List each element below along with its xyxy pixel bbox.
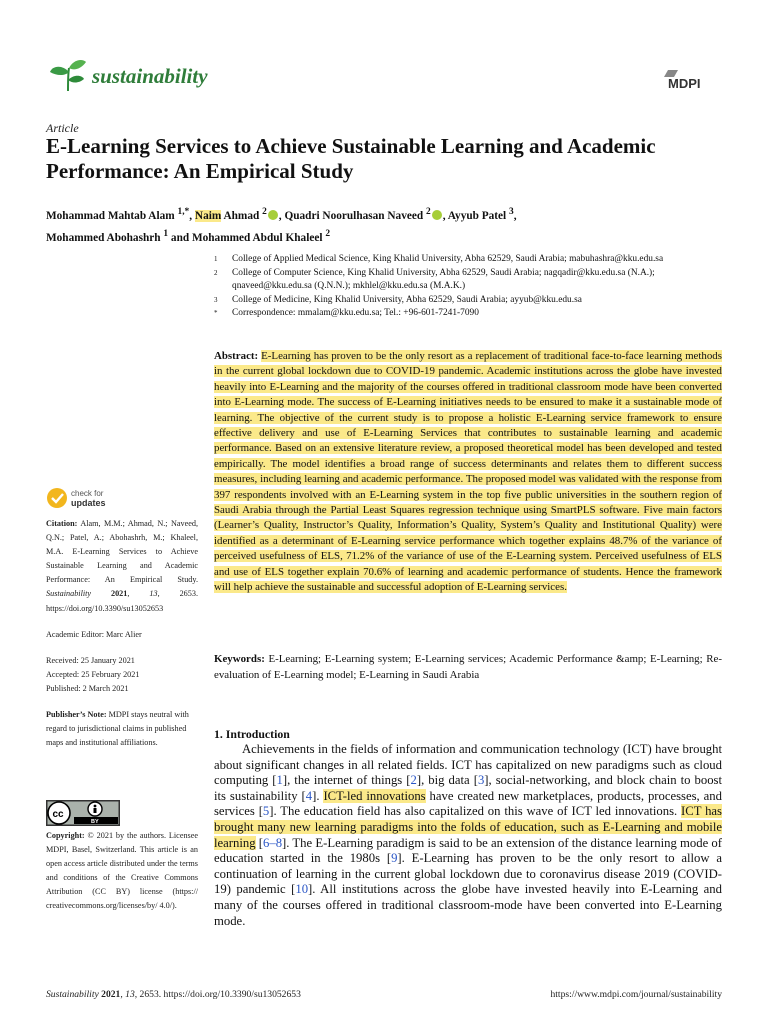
publisher-note (46, 708, 198, 750)
intro-text: ], social-networking, and block chain to boost its sustainability [ (214, 773, 723, 803)
citation-year: 2021 (91, 589, 128, 599)
affiliation-mark: 2 (214, 268, 218, 277)
copyright-text: © 2021 by the authors. Licensee MDPI, Basel, Switzerland. This article is an open access article distributed under the terms and conditions of the Creative Commons Attribution (CC BY) license (https:// creativecommons.org/licenses/by/ 4.0/). (46, 831, 198, 911)
footer-year: 2021 (98, 989, 121, 1000)
affiliation-1 (214, 253, 734, 267)
academic-editor: Academic Editor: Marc Alier (46, 629, 142, 639)
citation (46, 517, 198, 616)
affiliation-2 (214, 267, 734, 294)
author-sup: 3 (509, 207, 514, 217)
check-updates-line2: updates (71, 498, 106, 508)
highlighted-text: ICT-led innovations (323, 788, 426, 803)
affiliation-3 (214, 294, 734, 308)
keywords (214, 651, 722, 683)
affiliations (214, 253, 734, 321)
author-sup: 2 (325, 228, 331, 239)
publisher-note-label: Publisher’s Note: (46, 710, 107, 720)
article-type: Article (46, 121, 79, 135)
copyright-notice (46, 829, 198, 914)
author-line-1: Mohammad Mahtab Alam $^{1,*}$, Naim Ahmad $^2$ , Quadri Noorulhasan Naveed $^2$ , Ayyub Patel $^3$, (46, 207, 517, 222)
mdpi-logo[interactable] (664, 68, 716, 92)
intro-text: ], the internet of things [ (282, 773, 411, 788)
cc-by-label: BY (91, 819, 99, 825)
journal-name: sustainability (92, 64, 208, 88)
reference-link[interactable]: 10 (295, 882, 309, 897)
intro-text: ]. The E-Learning paradigm is said to be an extension of the distance learning mode of education started in the 1980s [ (214, 835, 722, 866)
orcid-icon[interactable] (432, 210, 442, 220)
author-patel[interactable]: , Ayyub Patel (442, 209, 510, 222)
footer-citation (46, 989, 301, 1000)
sidebar (46, 517, 198, 750)
author-sup: 2 (426, 207, 431, 217)
intro-text: ]. E-Learning has proven to be the only resort to allow a continuation of learning in the current global lockdown due to coronavirus disease 2019 (COVID-19) pandemic [ (214, 851, 722, 897)
intro-text: ], big data [ (416, 773, 478, 788)
reference-link[interactable]: 6–8 (263, 835, 283, 850)
author-alam[interactable]: Mohammad Mahtab Alam (46, 209, 178, 222)
footer-volume: 13 (125, 989, 135, 1000)
citation-doi[interactable]: , 2653. https://doi.org/10.3390/su13052653 (46, 589, 199, 613)
intro-text: [ (255, 835, 264, 850)
published-date: Published: 2 March 2021 (46, 683, 129, 693)
article-title: E-Learning Services to Achieve Sustainable Learning and Academic Performance: An Empirical Study (46, 134, 656, 183)
affiliation-text: College of Computer Science, King Khalid University, Abha 62529, Saudi Arabia; nagqadir@kku.edu.sa (N.A.); qnaveed@kku.edu.sa (Q.N.N.); mkhlel@kku.edu.sa (M.A.K.) (232, 267, 655, 291)
reference-link[interactable]: 2 (410, 773, 417, 788)
affiliation-text: College of Applied Medical Science, King Khalid University, Abha 62529, Saudi Arabia; mabuhashra@kku.edu.sa (232, 254, 664, 264)
abstract (214, 349, 722, 596)
received-date: Received: 25 January 2021 (46, 655, 135, 665)
footer-journal: Sustainability (46, 989, 99, 1000)
reference-link[interactable]: 4 (305, 788, 313, 803)
intro-text: ]. All institutions across the globe have invested heavily into E-Learning and many of the courses offered in traditional classroom-mode have been converted into E-Learning mode. (214, 882, 722, 928)
cc-by-license-badge[interactable] (46, 800, 120, 826)
affiliation-text: Correspondence: mmalam@kku.edu.sa; Tel.: +96-601-7241-7090 (232, 308, 479, 318)
keywords-label: Keywords: (214, 653, 265, 665)
affiliation-mark: 1 (214, 255, 218, 263)
affiliation-mark: 3 (214, 295, 218, 304)
introduction-paragraph (214, 742, 722, 929)
svg-text:cc: cc (52, 809, 64, 820)
intro-text: ]. (312, 788, 324, 803)
copyright-label: Copyright: (46, 831, 85, 840)
abstract-text: E-Learning has proven to be the only resort as a replacement of traditional face-to-face learning methods in the current global lockdown due to COVID-19 pandemic. Academic institutions across the globe have invested heavily into E-Learning and the majority of the courses offered in traditional classroom mode have been converted into E-Learning mode. The success of E-Learning initiatives needs to be ensured to make it a sustainable mode of learning. The objective of the current study is to propose a holistic E-Learning service framework to ensure effective delivery and use of E-Learning Services that contributes to sustainable learning and academic performance. Based on an extensive literature review, a proposed theoretical model has been developed and tested empirically. The model identifies a broad range of success determinants and relates them to different success measures, including learning and academic performance. The proposed model was validated with the response from 397 respondents involved with an E-Learning system in the top five public universities in the southern region of Saudi Arabia through the Partial Least Squares regression technique using SmartPLS software. Five main factors (Learner’s Quality, Instructor’s Quality, Information’s Quality, System’s Quality and Institutional Quality) were identified as a determinant of E-Learning service performance which together explains 48.7% of the variance of perceived usefulness of ELS, 71.2% of the variance of use of the E-Learning system. Perceived usefulness of ELS and use of ELS together explain 70.6% of learning and academic performance of students. Hence the framework will help achieve the sustainable and successful adoption of E-Learning services. (214, 350, 722, 594)
accepted-date: Accepted: 25 February 2021 (46, 669, 140, 679)
author-ahmad[interactable]: Ahmad (221, 209, 263, 222)
author-sup: 2 (262, 207, 267, 217)
svg-text:MDPI: MDPI (668, 76, 701, 91)
author-naim-highlight[interactable]: Naim (194, 209, 222, 222)
reference-link[interactable]: 5 (262, 804, 270, 819)
section-heading-introduction: 1. Introduction (214, 727, 290, 741)
check-updates-line1: check for (71, 489, 104, 498)
author-abohashrh[interactable]: Mohammed Abohashrh (46, 231, 164, 244)
author-line-2 (46, 225, 726, 247)
citation-journal: Sustainability (46, 589, 92, 599)
abstract-label: Abstract: (214, 350, 259, 362)
author-list (46, 203, 726, 247)
intro-text: have created new marketplaces, products, processes, and services [ (214, 788, 722, 819)
intro-text: Achievements in the fields of information and communication technology (ICT) have brought about significant changes in all related fields. ICT has capitalized on new paradigms such as cloud computing [ (214, 742, 722, 788)
author-sup: 1 (163, 228, 169, 239)
reference-link[interactable]: 9 (391, 851, 398, 866)
keywords-text: E-Learning; E-Learning system; E-Learning services; Academic Performance &amp; E-Learning; Re-evaluation of E-Learning model; E-Learning in Saudi Arabia (214, 653, 722, 681)
correspondence (214, 307, 734, 321)
footer-doi[interactable]: , 2653. https://doi.org/10.3390/su13052653 (134, 989, 301, 1000)
citation-text: Alam, M.M.; Ahmad, N.; Naveed, Q.N.; Patel, A.; Abohashrh, M.; Khaleel, M.A. E-Learning Services to Achieve Sustainable Learning and Academic Performance: An Empirical Study. (46, 519, 198, 585)
reference-link[interactable]: 3 (477, 773, 485, 788)
affiliation-text: College of Medicine, King Khalid University, Abha 62529, Saudi Arabia; ayyub@kku.edu.sa (232, 294, 582, 305)
footer-journal-url[interactable]: https://www.mdpi.com/journal/sustainability (550, 989, 722, 1000)
orcid-icon[interactable] (268, 210, 278, 220)
check-for-updates-badge[interactable] (46, 486, 126, 510)
publisher-note-text: MDPI stays neutral with regard to jurisdictional claims in published maps and institutional affiliations. (46, 710, 189, 748)
author-naveed[interactable]: , Quadri Noorulhasan Naveed (278, 209, 426, 222)
intro-text: ]. The education field has also capitalized on this wave of ICT led innovations. (269, 804, 682, 819)
affiliation-mark: * (214, 309, 218, 317)
citation-sep: , (127, 589, 150, 599)
citation-label: Citation: (46, 519, 78, 528)
journal-leaf-logo (48, 58, 88, 92)
reference-link[interactable]: 1 (276, 773, 283, 788)
author-sup: 1,* (177, 207, 190, 217)
footer-sep: , (120, 989, 126, 1000)
author-khaleel[interactable]: and Mohammed Abdul Khaleel (168, 231, 326, 244)
highlighted-text: ICT has brought many new learning paradigms into the folds of education, such as E-Learning and mobile learning (214, 804, 722, 850)
citation-volume: 13 (149, 589, 158, 599)
